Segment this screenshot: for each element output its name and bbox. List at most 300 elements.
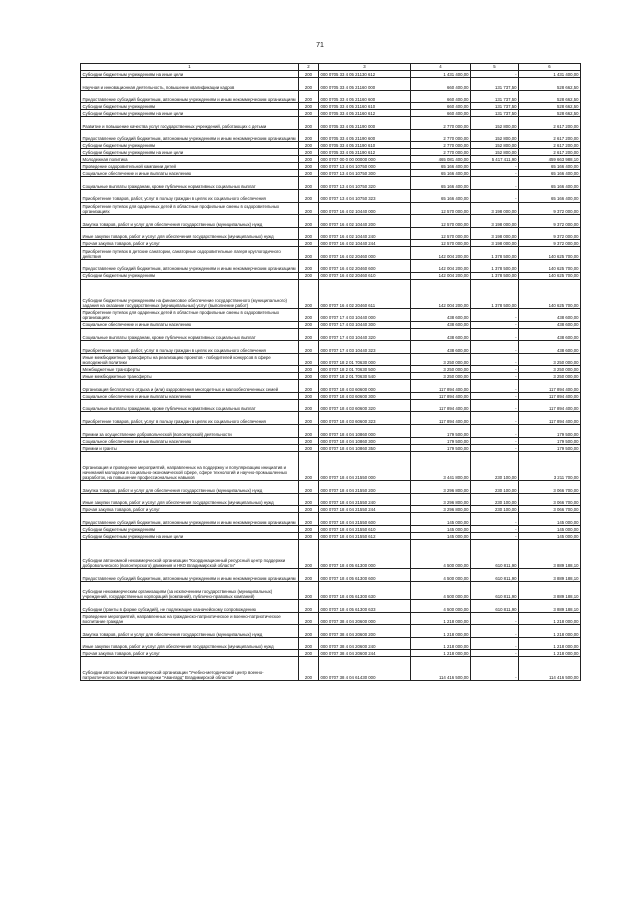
- row-value-remaining: 117 894 400,00: [519, 392, 581, 399]
- row-name: Субсидии бюджетным учреждениям: [81, 525, 299, 532]
- row-code: 200: [299, 525, 319, 532]
- row-code: 200: [299, 513, 319, 526]
- row-kbk: 000 0707 18 4 04 21550 200: [319, 481, 411, 494]
- row-code: 200: [299, 202, 319, 215]
- row-name: Социальное обеспечение и иные выплаты населению: [81, 437, 299, 444]
- table-row: [81, 71, 581, 78]
- row-value-executed: 610 811,90: [471, 600, 519, 613]
- row-code: 200: [299, 156, 319, 163]
- table-row: [81, 247, 581, 260]
- row-code: 200: [299, 539, 319, 568]
- table-row: [81, 392, 581, 399]
- table-row: [81, 506, 581, 513]
- row-value-executed: 610 811,90: [471, 569, 519, 582]
- row-kbk: 000 0707 38 4 04 20600 240: [319, 637, 411, 650]
- row-name: Предоставление субсидий бюджетным, автономным учреждениям и иным некоммерческим организациям: [81, 569, 299, 582]
- row-value-remaining: 9 372 000,00: [519, 202, 581, 215]
- row-code: 200: [299, 272, 319, 279]
- row-value-executed: 1 378 500,00: [471, 279, 519, 308]
- row-name: Социальное обеспечение и иные выплаты населению: [81, 321, 299, 328]
- table-row: [81, 272, 581, 279]
- row-value-approved: 65 166 400,00: [411, 189, 471, 202]
- row-value-executed: 610 811,90: [471, 539, 519, 568]
- row-kbk: 000 0707 18 2 01 70630 500: [319, 366, 411, 373]
- row-value-remaining: 438 600,00: [519, 321, 581, 328]
- row-name: Прочая закупка товаров, работ и услуг: [81, 240, 299, 247]
- table-row: [81, 513, 581, 526]
- row-kbk: 000 0707 38 4 04 20600 244: [319, 650, 411, 657]
- row-value-remaining: 438 600,00: [519, 341, 581, 354]
- row-value-executed: -: [471, 353, 519, 366]
- row-value-approved: 179 500,00: [411, 444, 471, 451]
- row-kbk: 000 0707 18 4 04 21550 610: [319, 525, 411, 532]
- row-name: Субсидии автономной некоммерческой организации "Учебно-методический центр военно-патриотического воспитания молодежи "Авангард" Владимирской области": [81, 657, 299, 681]
- row-name: Иные межбюджетные трансферты: [81, 373, 299, 380]
- row-value-executed: -: [471, 657, 519, 681]
- row-value-executed: 131 737,50: [471, 90, 519, 103]
- row-value-remaining: 9 372 000,00: [519, 227, 581, 240]
- row-value-approved: 117 894 400,00: [411, 399, 471, 412]
- row-code: 200: [299, 657, 319, 681]
- row-code: 200: [299, 612, 319, 625]
- row-value-executed: -: [471, 625, 519, 638]
- row-value-executed: 1 378 500,00: [471, 247, 519, 260]
- row-value-approved: 1 218 000,00: [411, 650, 471, 657]
- row-kbk: 000 0707 18 4 03 60600 300: [319, 392, 411, 399]
- row-value-executed: -: [471, 412, 519, 425]
- row-name: Предоставление субсидий бюджетным, автономным учреждениям и иным некоммерческим организациям: [81, 513, 299, 526]
- row-code: 200: [299, 189, 319, 202]
- row-kbk: 000 0707 18 4 04 10860 300: [319, 437, 411, 444]
- row-name: Социальное обеспечение и иные выплаты населению: [81, 392, 299, 399]
- row-value-approved: 12 570 000,00: [411, 215, 471, 228]
- row-name: Социальные выплаты гражданам, кроме публичных нормативных социальных выплат: [81, 399, 299, 412]
- row-value-executed: 152 800,00: [471, 129, 519, 142]
- table-row: [81, 156, 581, 163]
- row-name: Приобретение путевок для одаренных детей в областные профильные смены в оздоровительных организациях: [81, 308, 299, 321]
- row-value-executed: -: [471, 444, 519, 451]
- table-row: [81, 650, 581, 657]
- row-value-remaining: 1 218 000,00: [519, 612, 581, 625]
- row-kbk: 000 0705 33 4 05 21160 610: [319, 103, 411, 110]
- row-code: 200: [299, 103, 319, 110]
- row-name: Прочая закупка товаров, работ и услуг: [81, 650, 299, 657]
- row-value-executed: -: [471, 380, 519, 393]
- row-value-approved: 465 081 400,00: [411, 156, 471, 163]
- row-value-executed: -: [471, 612, 519, 625]
- row-name: Предоставление субсидий бюджетным, автономным учреждениям и иным некоммерческим организациям: [81, 90, 299, 103]
- row-value-remaining: 65 166 400,00: [519, 163, 581, 170]
- row-value-remaining: 140 625 700,00: [519, 259, 581, 272]
- table-row: [81, 321, 581, 328]
- row-value-executed: 230 100,00: [471, 451, 519, 480]
- row-value-approved: 145 000,00: [411, 532, 471, 539]
- row-kbk: 000 0705 33 4 05 21160 000: [319, 78, 411, 91]
- table-row: [81, 259, 581, 272]
- row-name: Субсидии некоммерческим организациям (за исключением государственных (муниципальных) учреждений, государственных корпораций (компаний), публично-правовых компаний): [81, 581, 299, 599]
- row-kbk: 000 0707 18 4 04 21550 240: [319, 493, 411, 506]
- row-value-approved: 438 600,00: [411, 321, 471, 328]
- row-value-approved: 117 894 400,00: [411, 412, 471, 425]
- row-name: Социальные выплаты гражданам, кроме публичных нормативных социальных выплат: [81, 328, 299, 341]
- row-value-remaining: 1 218 000,00: [519, 625, 581, 638]
- row-kbk: 000 0707 16 4 02 20460 600: [319, 259, 411, 272]
- row-value-approved: 145 000,00: [411, 525, 471, 532]
- row-kbk: 000 0707 18 2 01 70630 540: [319, 373, 411, 380]
- row-value-approved: 3 250 000,00: [411, 366, 471, 373]
- table-row: [81, 493, 581, 506]
- row-code: 200: [299, 412, 319, 425]
- row-value-remaining: 3 889 188,10: [519, 581, 581, 599]
- row-code: 200: [299, 163, 319, 170]
- row-kbk: 000 0707 00 0 00 00000 000: [319, 156, 411, 163]
- row-name: Молодежная политика: [81, 156, 299, 163]
- row-name: Субсидии бюджетным учреждениям на иные цели: [81, 149, 299, 156]
- budget-table: [80, 63, 581, 681]
- row-kbk: 000 0707 18 4 05 61300 000: [319, 539, 411, 568]
- row-kbk: 000 0707 17 4 03 10440 323: [319, 341, 411, 354]
- row-code: 200: [299, 380, 319, 393]
- row-value-executed: -: [471, 532, 519, 539]
- row-value-remaining: 3 250 000,00: [519, 353, 581, 366]
- row-name: Иные межбюджетные трансферты на реализацию проектов - победителей конкурсов в сфере молодежной политики: [81, 353, 299, 366]
- row-value-remaining: 528 662,50: [519, 103, 581, 110]
- row-kbk: 000 0705 33 4 05 21190 612: [319, 149, 411, 156]
- row-kbk: 000 0707 18 4 03 60600 323: [319, 412, 411, 425]
- row-value-approved: 1 218 000,00: [411, 625, 471, 638]
- row-value-approved: 660 400,00: [411, 78, 471, 91]
- table-row: [81, 149, 581, 156]
- row-value-executed: -: [471, 341, 519, 354]
- row-value-approved: 4 500 000,00: [411, 581, 471, 599]
- row-value-approved: 179 500,00: [411, 425, 471, 438]
- row-value-approved: 1 431 400,00: [411, 71, 471, 78]
- row-kbk: 000 0707 13 4 04 10750 320: [319, 177, 411, 190]
- row-name: Научная и инновационная деятельность, повышение квалификации кадров: [81, 78, 299, 91]
- column-header: 4: [411, 64, 471, 71]
- row-value-remaining: 528 662,50: [519, 110, 581, 117]
- row-kbk: 000 0707 17 4 03 10440 320: [319, 328, 411, 341]
- row-value-remaining: 140 625 700,00: [519, 272, 581, 279]
- table-row: [81, 525, 581, 532]
- row-name: Субсидии бюджетным учреждениям: [81, 103, 299, 110]
- row-value-approved: 3 250 000,00: [411, 353, 471, 366]
- row-value-executed: 3 198 000,00: [471, 202, 519, 215]
- row-value-remaining: 65 166 400,00: [519, 177, 581, 190]
- table-row: [81, 444, 581, 451]
- table-row: [81, 612, 581, 625]
- row-name: Приобретение товаров, работ, услуг в пользу граждан в целях их социального обеспечения: [81, 189, 299, 202]
- table-row: [81, 341, 581, 354]
- row-kbk: 000 0707 18 4 05 61300 633: [319, 600, 411, 613]
- table-row: [81, 481, 581, 494]
- row-value-approved: 4 500 000,00: [411, 569, 471, 582]
- row-name: Приобретение путевок в детские санатории, санаторные оздоровительные лагеря круглогодичного действия: [81, 247, 299, 260]
- row-value-executed: -: [471, 373, 519, 380]
- row-value-approved: 1 218 000,00: [411, 637, 471, 650]
- row-code: 200: [299, 425, 319, 438]
- row-value-remaining: 528 662,50: [519, 90, 581, 103]
- row-value-remaining: 2 617 200,00: [519, 117, 581, 130]
- row-value-approved: 3 296 800,00: [411, 506, 471, 513]
- row-value-remaining: 9 372 000,00: [519, 240, 581, 247]
- row-kbk: 000 0707 38 4 04 20600 000: [319, 612, 411, 625]
- table-row: [81, 279, 581, 308]
- row-value-executed: 230 100,00: [471, 493, 519, 506]
- row-value-approved: 142 004 200,00: [411, 247, 471, 260]
- row-name: Закупка товаров, работ и услуг для обеспечения государственных (муниципальных) нужд: [81, 215, 299, 228]
- row-name: Премии за осуществление добровольческой (волонтерской) деятельности: [81, 425, 299, 438]
- row-value-remaining: 140 625 700,00: [519, 279, 581, 308]
- column-header: 6: [519, 64, 581, 71]
- table-row: [81, 373, 581, 380]
- row-value-approved: 117 894 400,00: [411, 392, 471, 399]
- row-value-approved: 12 570 000,00: [411, 240, 471, 247]
- row-name: Закупка товаров, работ и услуг для обеспечения государственных (муниципальных) нужд: [81, 481, 299, 494]
- row-name: Организация и проведение мероприятий, направленных на поддержку и популяризацию инициатив и начинаний молодежи в социально-экономической сфере, сфере технологий и научно-промышленных разработок, на повышение профессиональных навыков: [81, 451, 299, 480]
- table-row: [81, 380, 581, 393]
- row-value-remaining: 145 000,00: [519, 525, 581, 532]
- row-code: 200: [299, 392, 319, 399]
- row-value-remaining: 9 372 000,00: [519, 215, 581, 228]
- row-value-executed: -: [471, 637, 519, 650]
- row-value-executed: 3 198 000,00: [471, 227, 519, 240]
- row-value-approved: 438 600,00: [411, 308, 471, 321]
- row-value-approved: 12 570 000,00: [411, 202, 471, 215]
- row-value-remaining: 1 218 000,00: [519, 650, 581, 657]
- table-row: [81, 90, 581, 103]
- row-code: 200: [299, 78, 319, 91]
- row-value-executed: -: [471, 392, 519, 399]
- row-value-executed: 1 378 500,00: [471, 259, 519, 272]
- row-value-remaining: 179 500,00: [519, 425, 581, 438]
- row-kbk: 000 0705 33 4 05 21190 600: [319, 129, 411, 142]
- row-value-approved: 2 770 000,00: [411, 129, 471, 142]
- table-row: [81, 177, 581, 190]
- row-value-remaining: 140 625 700,00: [519, 247, 581, 260]
- row-value-approved: 3 296 800,00: [411, 493, 471, 506]
- row-code: 200: [299, 215, 319, 228]
- table-row: [81, 215, 581, 228]
- row-value-executed: -: [471, 437, 519, 444]
- column-header: 5: [471, 64, 519, 71]
- row-value-remaining: 117 894 400,00: [519, 380, 581, 393]
- row-kbk: 000 0707 18 4 03 60600 320: [319, 399, 411, 412]
- row-name: Межбюджетные трансферты: [81, 366, 299, 373]
- row-kbk: 000 0705 33 4 05 21190 000: [319, 117, 411, 130]
- row-name: Премии и гранты: [81, 444, 299, 451]
- row-code: 200: [299, 637, 319, 650]
- row-code: 200: [299, 142, 319, 149]
- row-name: Приобретение товаров, работ, услуг в пользу граждан в целях их социального обеспечения: [81, 341, 299, 354]
- row-kbk: 000 0707 16 4 02 10440 200: [319, 215, 411, 228]
- row-value-remaining: 145 000,00: [519, 513, 581, 526]
- row-kbk: 000 0707 18 4 05 61300 630: [319, 581, 411, 599]
- row-name: Субсидии (гранты в форме субсидий), не подлежащие казначейскому сопровождению: [81, 600, 299, 613]
- row-kbk: 000 0707 18 4 04 10860 000: [319, 425, 411, 438]
- row-name: Приобретение путевок для одаренных детей в областные профильные смены в оздоровительных организациях: [81, 202, 299, 215]
- row-code: 200: [299, 247, 319, 260]
- row-name: Иные закупки товаров, работ и услуг для обеспечения государственных (муниципальных) нужд: [81, 493, 299, 506]
- table-row: [81, 308, 581, 321]
- row-kbk: 000 0707 18 4 04 21550 000: [319, 451, 411, 480]
- row-code: 200: [299, 625, 319, 638]
- column-header: 1: [81, 64, 299, 71]
- row-code: 200: [299, 90, 319, 103]
- row-code: 200: [299, 532, 319, 539]
- row-kbk: 000 0707 16 4 02 10440 244: [319, 240, 411, 247]
- row-value-executed: 5 417 411,90: [471, 156, 519, 163]
- row-code: 200: [299, 506, 319, 513]
- row-kbk: 000 0707 18 4 04 10860 350: [319, 444, 411, 451]
- row-kbk: 000 0707 18 4 04 21550 612: [319, 532, 411, 539]
- row-code: 200: [299, 373, 319, 380]
- table-row: [81, 657, 581, 681]
- row-code: 200: [299, 493, 319, 506]
- table-row: [81, 227, 581, 240]
- row-value-remaining: 65 166 400,00: [519, 170, 581, 177]
- row-value-executed: -: [471, 170, 519, 177]
- column-header: 3: [319, 64, 411, 71]
- row-value-executed: 610 811,90: [471, 581, 519, 599]
- row-value-remaining: 3 066 700,00: [519, 481, 581, 494]
- row-value-approved: 179 500,00: [411, 437, 471, 444]
- table-row: [81, 353, 581, 366]
- row-code: 200: [299, 341, 319, 354]
- row-value-remaining: 2 617 200,00: [519, 142, 581, 149]
- row-name: Развитие и повышение качества услуг государственных учреждений, работающих с детьми: [81, 117, 299, 130]
- table-row: [81, 170, 581, 177]
- table-row: [81, 163, 581, 170]
- row-name: Проведение оздоровительной кампании детей: [81, 163, 299, 170]
- table-row: [81, 240, 581, 247]
- table-row: [81, 451, 581, 480]
- row-value-remaining: 3 066 700,00: [519, 493, 581, 506]
- row-kbk: 000 0707 16 4 02 20460 000: [319, 247, 411, 260]
- row-value-remaining: 3 250 000,00: [519, 366, 581, 373]
- row-value-approved: 3 250 000,00: [411, 373, 471, 380]
- row-code: 200: [299, 149, 319, 156]
- row-kbk: 000 0707 18 4 03 60600 000: [319, 380, 411, 393]
- row-value-executed: -: [471, 189, 519, 202]
- table-row: [81, 569, 581, 582]
- row-kbk: 000 0707 17 4 03 10440 000: [319, 308, 411, 321]
- row-kbk: 000 0707 18 4 04 21550 600: [319, 513, 411, 526]
- row-value-remaining: 438 600,00: [519, 308, 581, 321]
- row-value-approved: 142 004 200,00: [411, 259, 471, 272]
- row-value-executed: 131 737,50: [471, 110, 519, 117]
- row-value-remaining: 459 663 988,10: [519, 156, 581, 163]
- row-value-executed: -: [471, 163, 519, 170]
- row-name: Субсидии бюджетным учреждениям: [81, 272, 299, 279]
- row-code: 200: [299, 366, 319, 373]
- row-value-approved: 660 400,00: [411, 110, 471, 117]
- row-value-remaining: 1 431 400,00: [519, 71, 581, 78]
- row-code: 200: [299, 581, 319, 599]
- row-kbk: 000 0707 16 4 02 20460 611: [319, 279, 411, 308]
- table-row: [81, 189, 581, 202]
- column-number-row: [81, 64, 581, 71]
- row-name: Предоставление субсидий бюджетным, автономным учреждениям и иным некоммерческим организациям: [81, 259, 299, 272]
- row-code: 200: [299, 437, 319, 444]
- page-number: 71: [316, 42, 324, 49]
- row-value-executed: 131 737,50: [471, 103, 519, 110]
- row-code: 200: [299, 650, 319, 657]
- table-row: [81, 532, 581, 539]
- table-row: [81, 581, 581, 599]
- row-code: 200: [299, 170, 319, 177]
- row-value-executed: -: [471, 650, 519, 657]
- row-kbk: 000 0707 18 4 05 61300 600: [319, 569, 411, 582]
- row-value-approved: 660 400,00: [411, 103, 471, 110]
- row-value-remaining: 3 889 188,10: [519, 569, 581, 582]
- row-value-remaining: 179 500,00: [519, 444, 581, 451]
- row-value-approved: 3 441 800,00: [411, 451, 471, 480]
- row-value-executed: -: [471, 177, 519, 190]
- row-value-remaining: 145 000,00: [519, 532, 581, 539]
- row-name: Субсидии бюджетным учреждениям на иные цели: [81, 110, 299, 117]
- row-value-remaining: 3 066 700,00: [519, 506, 581, 513]
- row-value-approved: 65 166 400,00: [411, 170, 471, 177]
- row-code: 200: [299, 481, 319, 494]
- table-row: [81, 78, 581, 91]
- row-name: Субсидии бюджетным учреждениям на финансовое обеспечение государственного (муниципального) задания на оказание государственных (муниципальных) услуг (выполнение работ): [81, 279, 299, 308]
- row-code: 200: [299, 308, 319, 321]
- table-row: [81, 142, 581, 149]
- row-kbk: 000 0707 16 4 02 10440 240: [319, 227, 411, 240]
- row-value-approved: 2 770 000,00: [411, 142, 471, 149]
- row-code: 200: [299, 110, 319, 117]
- row-name: Социальное обеспечение и иные выплаты населению: [81, 170, 299, 177]
- row-value-approved: 3 296 800,00: [411, 481, 471, 494]
- row-value-approved: 12 570 000,00: [411, 227, 471, 240]
- row-value-approved: 117 894 400,00: [411, 380, 471, 393]
- table-row: [81, 117, 581, 130]
- row-value-approved: 4 500 000,00: [411, 600, 471, 613]
- row-value-executed: -: [471, 399, 519, 412]
- row-value-approved: 65 166 400,00: [411, 177, 471, 190]
- table-row: [81, 399, 581, 412]
- row-code: 200: [299, 117, 319, 130]
- row-name: Субсидии бюджетным учреждениям на иные цели: [81, 71, 299, 78]
- row-value-approved: 114 416 500,00: [411, 657, 471, 681]
- table-row: [81, 129, 581, 142]
- row-value-remaining: 114 416 500,00: [519, 657, 581, 681]
- row-value-executed: -: [471, 513, 519, 526]
- row-name: Субсидии автономной некоммерческой организации "Координационный ресурсный центр поддержки добровольческого (волонтерского) движения и НКО Владимирской области": [81, 539, 299, 568]
- row-value-remaining: 65 166 400,00: [519, 189, 581, 202]
- row-value-approved: 2 770 000,00: [411, 149, 471, 156]
- row-value-executed: 3 198 000,00: [471, 240, 519, 247]
- row-kbk: 000 0707 16 4 02 10440 000: [319, 202, 411, 215]
- table-row: [81, 366, 581, 373]
- row-code: 200: [299, 444, 319, 451]
- row-value-approved: 2 770 000,00: [411, 117, 471, 130]
- row-value-approved: 438 600,00: [411, 341, 471, 354]
- row-name: Закупка товаров, работ и услуг для обеспечения государственных (муниципальных) нужд: [81, 625, 299, 638]
- row-code: 200: [299, 129, 319, 142]
- row-code: 200: [299, 227, 319, 240]
- row-code: 200: [299, 569, 319, 582]
- row-value-remaining: 117 894 400,00: [519, 399, 581, 412]
- row-name: Субсидии бюджетным учреждениям на иные цели: [81, 532, 299, 539]
- table-row: [81, 110, 581, 117]
- column-header: 2: [299, 64, 319, 71]
- row-name: Иные закупки товаров, работ и услуг для обеспечения государственных (муниципальных) нужд: [81, 637, 299, 650]
- table-row: [81, 600, 581, 613]
- row-value-remaining: 3 889 188,10: [519, 600, 581, 613]
- row-name: Социальные выплаты гражданам, кроме публичных нормативных социальных выплат: [81, 177, 299, 190]
